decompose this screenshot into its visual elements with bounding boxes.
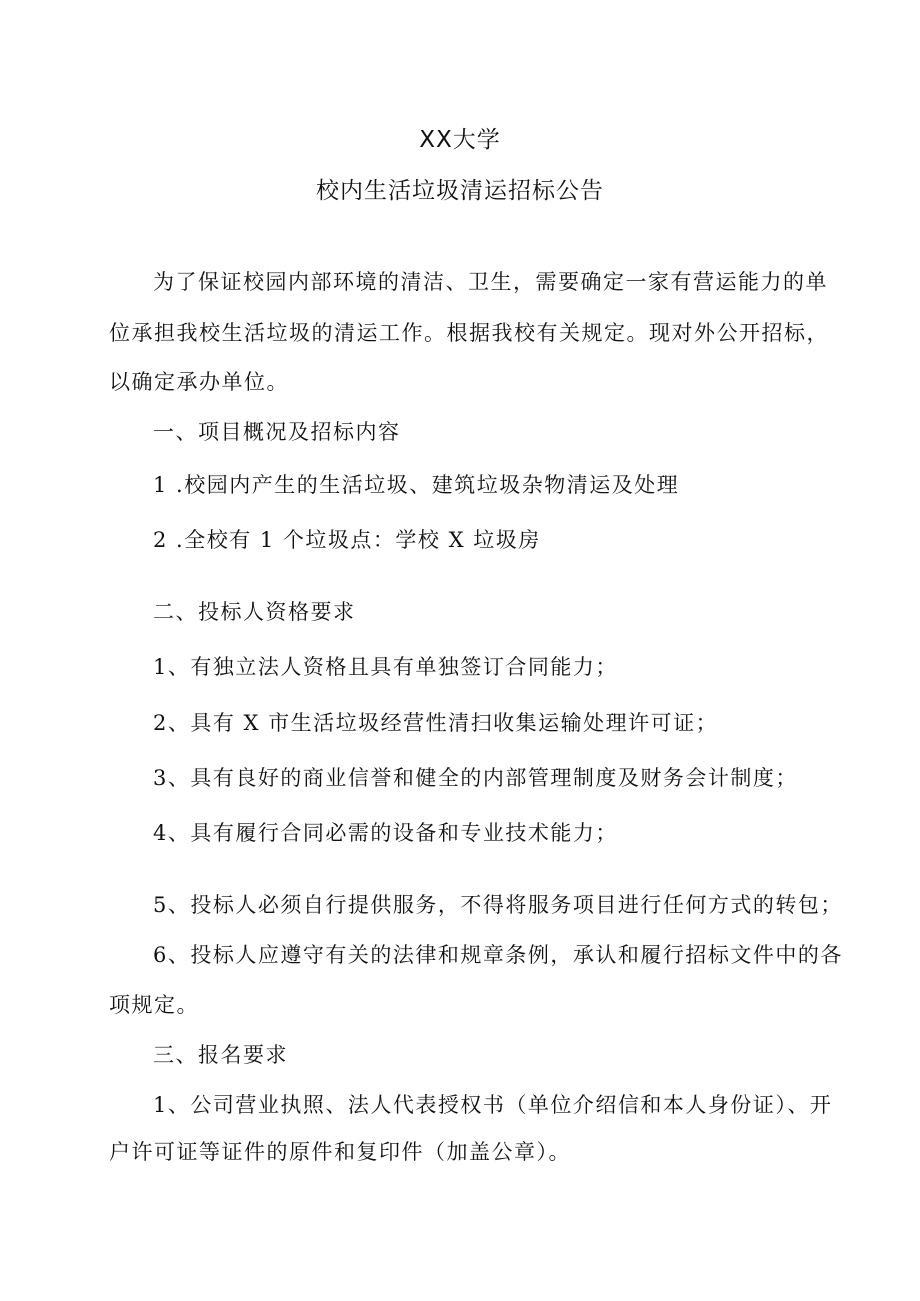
list-item: 6、投标人应遵守有关的法律和规章条例，承认和履行招标文件中的各 [153,943,843,967]
intro-paragraph-line: 以确定承办单位。 [109,370,289,394]
list-item-continuation: 项规定。 [109,993,199,1017]
document-title: 校内生活垃圾清运招标公告 [316,178,604,204]
list-item: 4、具有履行合同必需的设备和专业技术能力； [153,821,618,845]
section-heading-project-overview: 一、项目概况及招标内容 [153,420,401,444]
list-item: 1、公司营业执照、法人代表授权书（单位介绍信和本人身份证）、开 [153,1093,833,1117]
list-item: 5、投标人必须自行提供服务，不得将服务项目进行任何方式的转包； [153,893,843,917]
intro-paragraph-line: 位承担我校生活垃圾的清运工作。根据我校有关规定。现对外公开招标， [109,321,829,345]
list-item: 2、具有 X 市生活垃圾经营性清扫收集运输处理许可证； [153,711,719,735]
list-item-continuation: 户许可证等证件的原件和复印件（加盖公章）。 [109,1140,571,1164]
intro-paragraph-line: 为了保证校园内部环境的清洁、卫生，需要确定一家有营运能力的单 [153,270,828,294]
section-heading-bidder-qualifications: 二、投标人资格要求 [153,600,356,624]
section-heading-registration-requirements: 三、报名要求 [153,1043,288,1067]
list-item: 2 .全校有 1 个垃圾点：学校 X 垃圾房 [153,528,541,552]
list-item: 1 .校园内产生的生活垃圾、建筑垃圾杂物清运及处理 [153,473,680,497]
list-item: 3、具有良好的商业信誉和健全的内部管理制度及财务会计制度； [153,766,798,790]
document-title-institution: XX大学 [419,127,501,153]
list-item: 1、有独立法人资格且具有单独签订合同能力； [153,655,618,679]
